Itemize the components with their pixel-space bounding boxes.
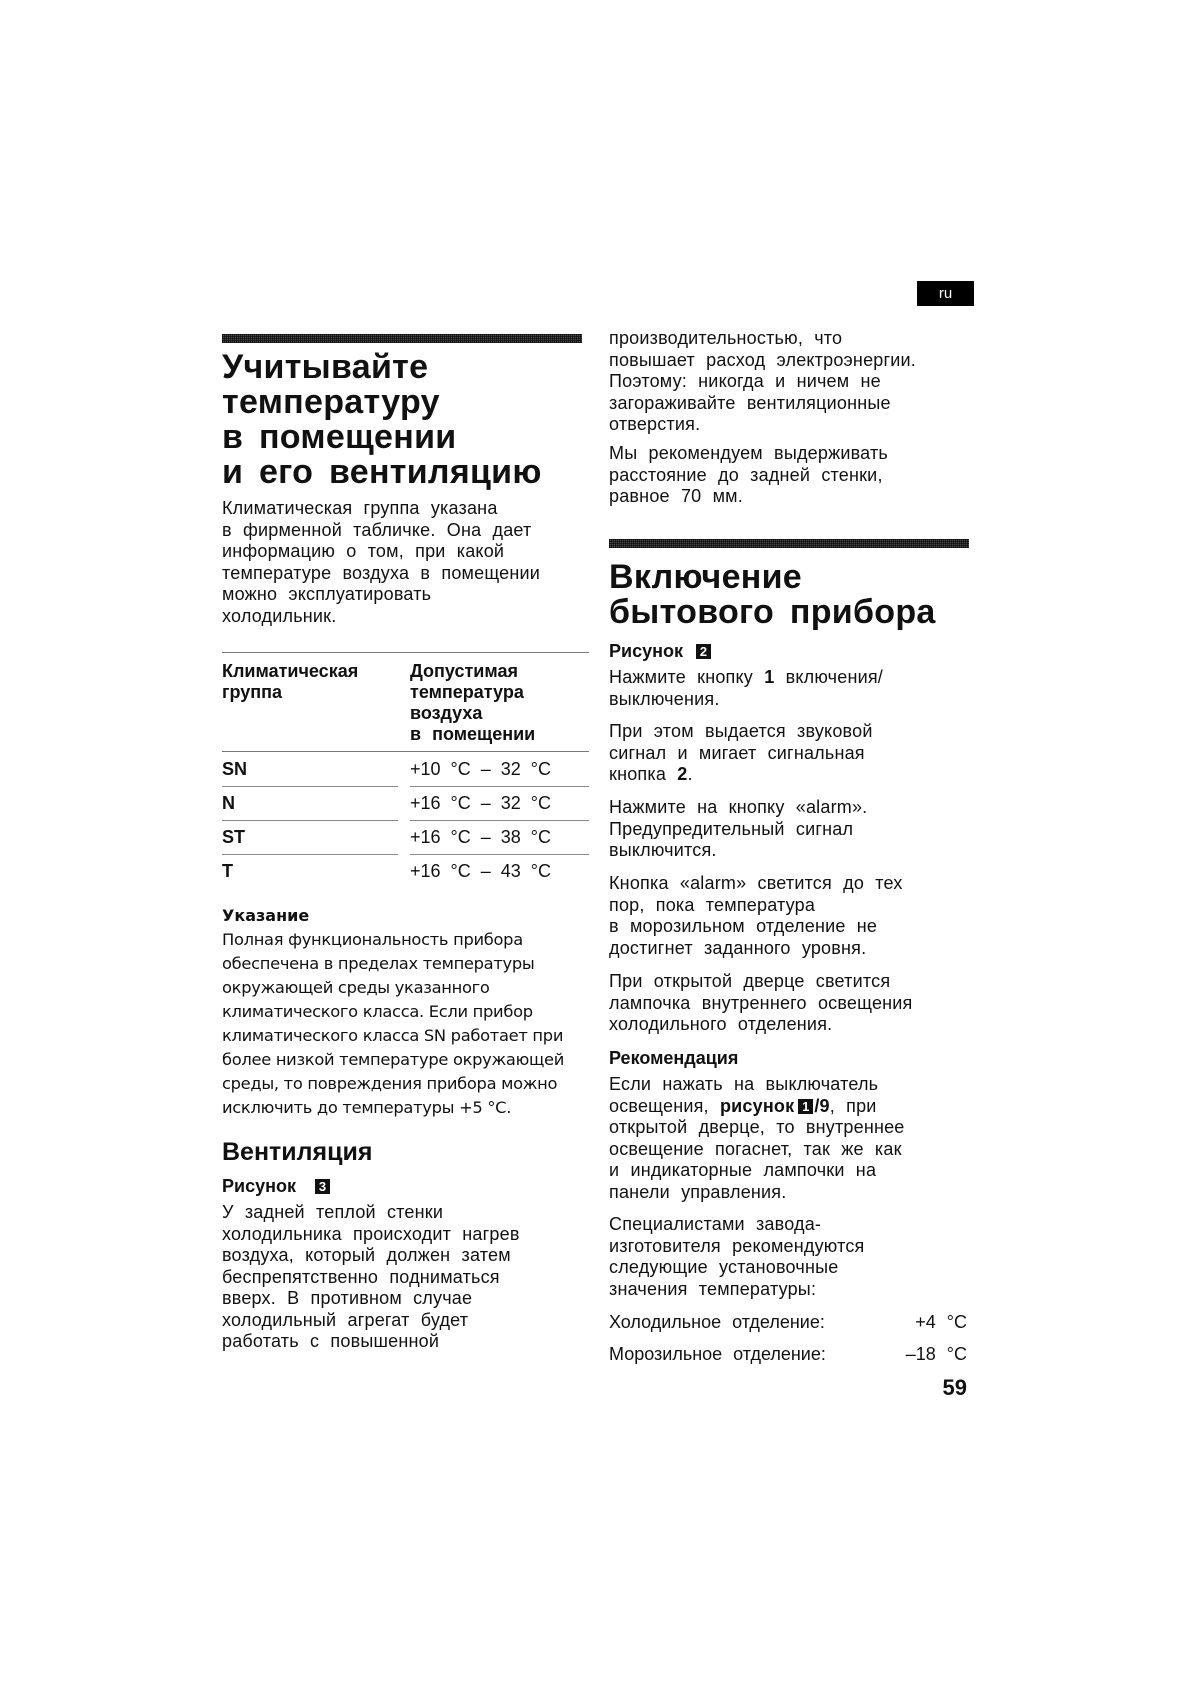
text-line: пор, пока температура <box>609 894 816 915</box>
text-line: панели управления. <box>609 1181 787 1202</box>
text-line: изготовителя рекомендуются <box>609 1235 865 1256</box>
text-line <box>609 764 873 786</box>
switch-on-paragraph-2 <box>609 721 873 786</box>
header-text: воздуха <box>410 703 483 723</box>
text-line: значения температуры: <box>609 1278 817 1299</box>
header-allowed-temp <box>410 661 535 745</box>
text-line: и индикаторные лампочки на <box>609 1160 877 1180</box>
text-line: холодильника происходит нагрев <box>222 1223 520 1244</box>
title-line: бытового прибора <box>609 593 936 631</box>
button-number: 2 <box>677 764 688 784</box>
table-row <box>222 854 589 888</box>
text: Нажмите кнопку <box>609 667 765 687</box>
text-line: достигнет заданного уровня. <box>609 937 867 958</box>
recommendation-title: Рекомендация <box>609 1048 739 1068</box>
figure-reference <box>609 640 711 662</box>
text-line: Поэтому: никогда и ничем не <box>609 371 881 391</box>
text-line: лампочка внутреннего освещения <box>609 992 913 1013</box>
header-text: Климатическая <box>222 661 359 681</box>
text-line: расстояние до задней стенки, <box>609 464 883 485</box>
text: включения/ <box>774 667 883 687</box>
temp-range-cell: +16 °C – 38 °C <box>410 820 589 855</box>
title-line: Учитывайте <box>222 348 429 386</box>
table-row <box>222 752 589 786</box>
text: , при <box>829 1095 877 1116</box>
figure-number-icon: 2 <box>696 644 711 659</box>
temp-range-cell: +10 °C – 32 °C <box>410 752 589 787</box>
language-badge: ru <box>917 281 974 306</box>
switch-on-paragraph-1 <box>609 667 883 710</box>
section-divider <box>222 334 582 343</box>
text-line: в фирменной табличке. Она дает <box>222 519 532 540</box>
ventilation-paragraph <box>222 1202 520 1353</box>
climate-class-table <box>222 652 589 888</box>
text-line <box>609 1096 905 1118</box>
section-divider <box>609 539 969 548</box>
recommendation-paragraph <box>609 1074 905 1203</box>
text-line: температуре воздуха в помещении <box>222 562 540 583</box>
header-climate-group <box>222 661 410 745</box>
figure-item: /9 <box>814 1095 830 1116</box>
figure-reference <box>222 1175 330 1197</box>
setting-label: Холодильное отделение: <box>609 1312 825 1332</box>
text-line: климатического класса SN работает при <box>222 1026 564 1045</box>
text-line: воздуха, который должен затем <box>222 1245 511 1265</box>
text-line: климатического класса. Если прибор <box>222 1002 533 1021</box>
text-line: освещение погаснет, так же как <box>609 1138 902 1159</box>
figure-number-icon: 1 <box>798 1099 813 1114</box>
setting-label: Морозильное отделение: <box>609 1344 826 1364</box>
climate-group-cell: N <box>222 786 398 821</box>
text-line: При открытой дверце светится <box>609 971 891 991</box>
figure-label: Рисунок <box>222 1176 296 1196</box>
text-line: холодильник. <box>222 605 337 626</box>
text-line: Полная функциональность прибора <box>222 930 523 949</box>
text-line: Кнопка «alarm» светится до тех <box>609 873 903 893</box>
text-line: Мы рекомендуем выдерживать <box>609 443 888 463</box>
figure-label: Рисунок <box>609 641 683 661</box>
text-line: Нажмите на кнопку «alarm». <box>609 797 868 817</box>
table-header <box>222 653 589 752</box>
text-line: холодильного отделения. <box>609 1014 833 1034</box>
figure-number-icon: 3 <box>315 1179 330 1194</box>
header-text: в помещении <box>410 724 536 744</box>
section-title-switch-on <box>609 560 936 630</box>
text-line: выключится. <box>609 840 717 860</box>
text-line: Если нажать на выключатель <box>609 1074 879 1094</box>
header-text: температура <box>410 682 524 702</box>
temp-range-cell: +16 °C – 43 °C <box>410 861 551 881</box>
table-row <box>222 820 589 854</box>
text-line: отверстия. <box>609 414 701 434</box>
text-line: выключения. <box>609 688 720 709</box>
text-line: обеспечена в пределах температуры <box>222 954 535 973</box>
text-line: среды, то повреждения прибора можно <box>222 1074 558 1093</box>
climate-group-cell: T <box>222 861 233 881</box>
distance-paragraph <box>609 443 888 508</box>
text-line: равное 70 мм. <box>609 486 743 506</box>
text-line: открытой дверце, то внутреннее <box>609 1117 905 1137</box>
text-line: в морозильном отделение не <box>609 916 878 936</box>
section-title-temperature <box>222 350 542 490</box>
text-line: производительностью, что <box>609 328 843 348</box>
note-text <box>222 928 602 1120</box>
title-line: температуру <box>222 383 440 421</box>
text-line: более низкой температуре окружающей <box>222 1050 565 1069</box>
button-number: 1 <box>764 667 775 687</box>
switch-on-paragraph-5 <box>609 971 913 1036</box>
text-line: сигнал и мигает сигнальная <box>609 742 865 763</box>
text-line: окружающей среды указанного <box>222 978 490 997</box>
text: . <box>687 764 693 784</box>
setting-value: +4 °C <box>915 1312 967 1332</box>
text-line: Климатическая группа указана <box>222 498 498 518</box>
switch-on-paragraph-3 <box>609 797 867 862</box>
climate-group-cell: ST <box>222 820 398 855</box>
text-line <box>609 667 883 689</box>
text-line: загораживайте вентиляционные <box>609 392 891 413</box>
continuation-paragraph <box>609 328 916 436</box>
text-line: следующие установочные <box>609 1257 839 1277</box>
text-line: вверх. В противном случае <box>222 1288 473 1308</box>
ventilation-title: Вентиляция <box>222 1138 373 1166</box>
text: освещения, <box>609 1095 720 1116</box>
temp-range-cell: +16 °C – 32 °C <box>410 786 589 821</box>
text-line: можно эксплуатировать <box>222 584 432 604</box>
switch-on-paragraph-4 <box>609 873 903 959</box>
text-line: беспрепятственно подниматься <box>222 1266 500 1287</box>
setting-value: –18 °C <box>905 1344 967 1364</box>
page-number: 59 <box>942 1375 967 1400</box>
setting-row-freezer <box>609 1344 967 1365</box>
note-title: Указание <box>222 906 310 925</box>
header-text: Допустимая <box>410 661 518 681</box>
text-line: холодильный агрегат будет <box>222 1309 469 1330</box>
figure-label: рисунок <box>719 1095 795 1116</box>
note-box <box>222 906 602 1120</box>
header-text: группа <box>222 682 283 702</box>
text-line: У задней теплой стенки <box>222 1202 444 1222</box>
title-line: в помещении <box>222 418 457 456</box>
title-line: Включение <box>609 558 803 596</box>
setting-row-fridge <box>609 1312 967 1333</box>
table-row <box>222 786 589 820</box>
text-line: исключить до температуры +5 °C. <box>222 1098 512 1117</box>
intro-paragraph <box>222 498 540 627</box>
text-line: повышает расход электроэнергии. <box>609 349 916 370</box>
title-line: и его вентиляцию <box>222 453 542 491</box>
climate-group-cell: SN <box>222 752 398 787</box>
text-line: работать с повышенной <box>222 1331 440 1351</box>
text-line: Специалистами завода- <box>609 1214 822 1234</box>
text-line: информацию о том, при какой <box>222 541 505 561</box>
text-line: Предупредительный сигнал <box>609 818 854 839</box>
factory-settings-paragraph <box>609 1214 865 1300</box>
text: кнопка <box>609 764 678 784</box>
text-line: При этом выдается звуковой <box>609 721 873 741</box>
